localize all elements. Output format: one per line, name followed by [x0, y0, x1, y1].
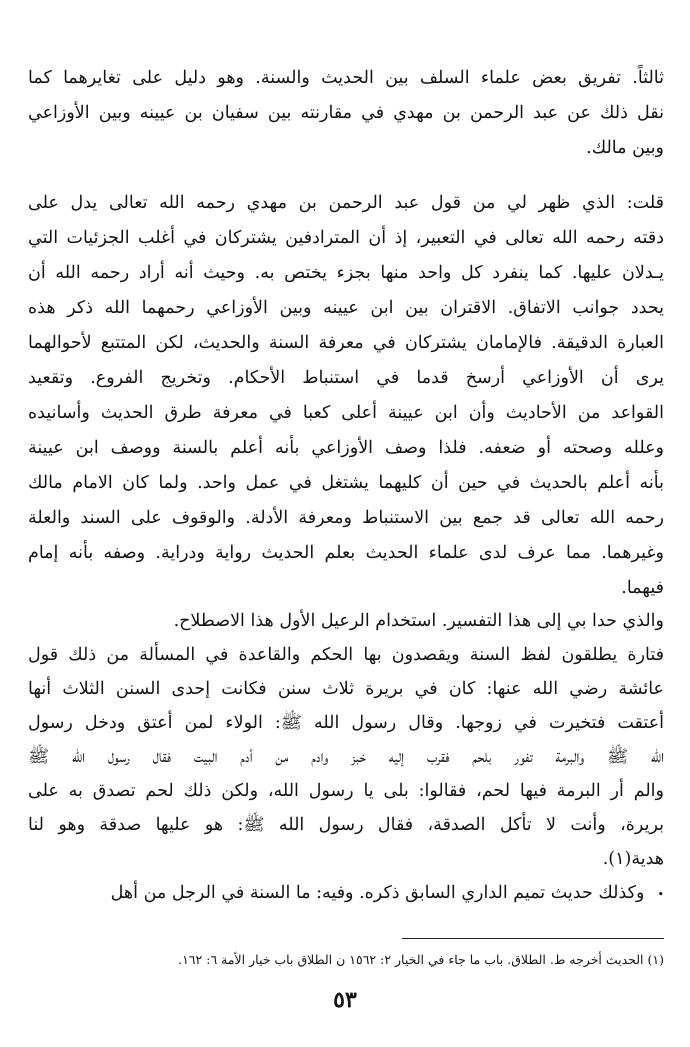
- body-line-24: [52, 878, 664, 910]
- body-line-12: بأنه أعلم بالحديث في حين أن كليهما يشتغل في عمل واحد. ولما كان الامام مالك: [28, 473, 664, 493]
- body-line-18: عائشة رضي الله عنها: كان في بريرة ثلاث سنن فكانت إحدى السنن الثلاث أنها: [28, 679, 664, 699]
- body-line-7: يحدد جوانب الاتفاق. الاقتران بين ابن عيينه وبين الأوزاعي رحمهما الله ذكر هذه: [28, 298, 664, 318]
- body-line-14: وغيرهما. مما عرف لدى علماء الحديث بعلم الحديث رواية ودراية. وصفه بأنه إمام: [28, 543, 664, 563]
- body-line-9: يرى أن الأوزاعي أرسخ قدما في استنباط الأحكام. وتخريج الفروع. وتقعيد: [28, 368, 664, 388]
- body-line-1: ثالثاً. تفريق بعض علماء السلف بين الحديث والسنة. وهو دليل على تغايرهما كما: [28, 68, 664, 88]
- body-line-22: بريرة، وأنت لا تأكل الصدقة، فقال رسول الله ﷺ: هو عليها صدقة وهو لنا: [28, 815, 664, 835]
- bullet-marker: •: [657, 888, 664, 901]
- body-line-17: فتارة يطلقون لفظ السنة ويقصدون بها الحكم والقاعدة في المسألة من ذلك قول: [28, 645, 664, 665]
- body-line-16: والذي حدا بي إلى هذا التفسير. استخدام الرعيل الأول هذا الاصطلاح.: [173, 611, 664, 631]
- body-line-10: القواعد من الأحاديث وأن ابن عيينة أعلى كعبا في معرفة طرق الحديث وأسانيده: [28, 403, 664, 423]
- footnote-text: (١) الحديث أخرجه ط. الطلاق. باب ما جاء في الخيار ٢: ١٥٦٢ ن الطلاق باب خيار الأمة ٦: ١٦٢.: [178, 952, 664, 967]
- body-line-8: العبارة الدقيقة. فالإمامان يشتركان في معرفة السنة والحديث، لكن المتتبع لأحوالهما: [28, 333, 664, 353]
- body-line-11: وعلله وصحته أو ضعفه. فلذا وصف الأوزاعي بأنه أعلم بالسنة ووصف ابن عيينة: [28, 438, 664, 458]
- body-line-3: وبين مالك.: [586, 138, 664, 158]
- page-number: ٥٣: [333, 987, 357, 1013]
- body-line-19: أعتقت فتخيرت في زوجها. وقال رسول الله ﷺ: الولاء لمن أعتق ودخل رسول: [28, 713, 664, 733]
- body-line-4: قلت: الذي ظهر لي من قول عبد الرحمن بن مهدي رحمه الله تعالى يدل على: [28, 193, 664, 213]
- footnote-divider: [402, 938, 664, 939]
- body-line-21: والم أر البرمة فيها لحم، فقالوا: بلى يا رسول الله، ولكن ذلك لحم تصدق به على: [28, 781, 664, 801]
- body-line-23: هدية(١).: [602, 849, 664, 869]
- body-line-6: يـدلان عليها. كما ينفرد كل واحد منها بجزء يختص به. وحيث أنه أراد رحمه الله أن: [28, 263, 664, 283]
- body-line-5: دقته رحمه الله تعالى في التعبير، إذ أن المترادفين يشتركان في أغلب الجزئيات التي: [28, 228, 664, 248]
- body-line-2: نقل ذلك عن عبد الرحمن بن مهدي في مقارنته بين سفيان بن عيينه وبين الأوزاعي: [28, 103, 664, 123]
- body-line-20: الله ﷺ والبرمة تفور بلحم فقرب إليه خبز وادم من أدم البيت فقال رسول الله ﷺ: [28, 747, 664, 767]
- body-line-13: رحمه الله تعالى قد جمع بين الاستنباط ومعرفة الأدلة. والوقوف على السند والعلة: [28, 508, 664, 528]
- body-line-24-text: وكذلك حديث تميم الداري السابق ذكره. وفيه: ما السنة في الرجل من أهل: [110, 883, 645, 903]
- body-line-15: فيهما.: [621, 578, 664, 598]
